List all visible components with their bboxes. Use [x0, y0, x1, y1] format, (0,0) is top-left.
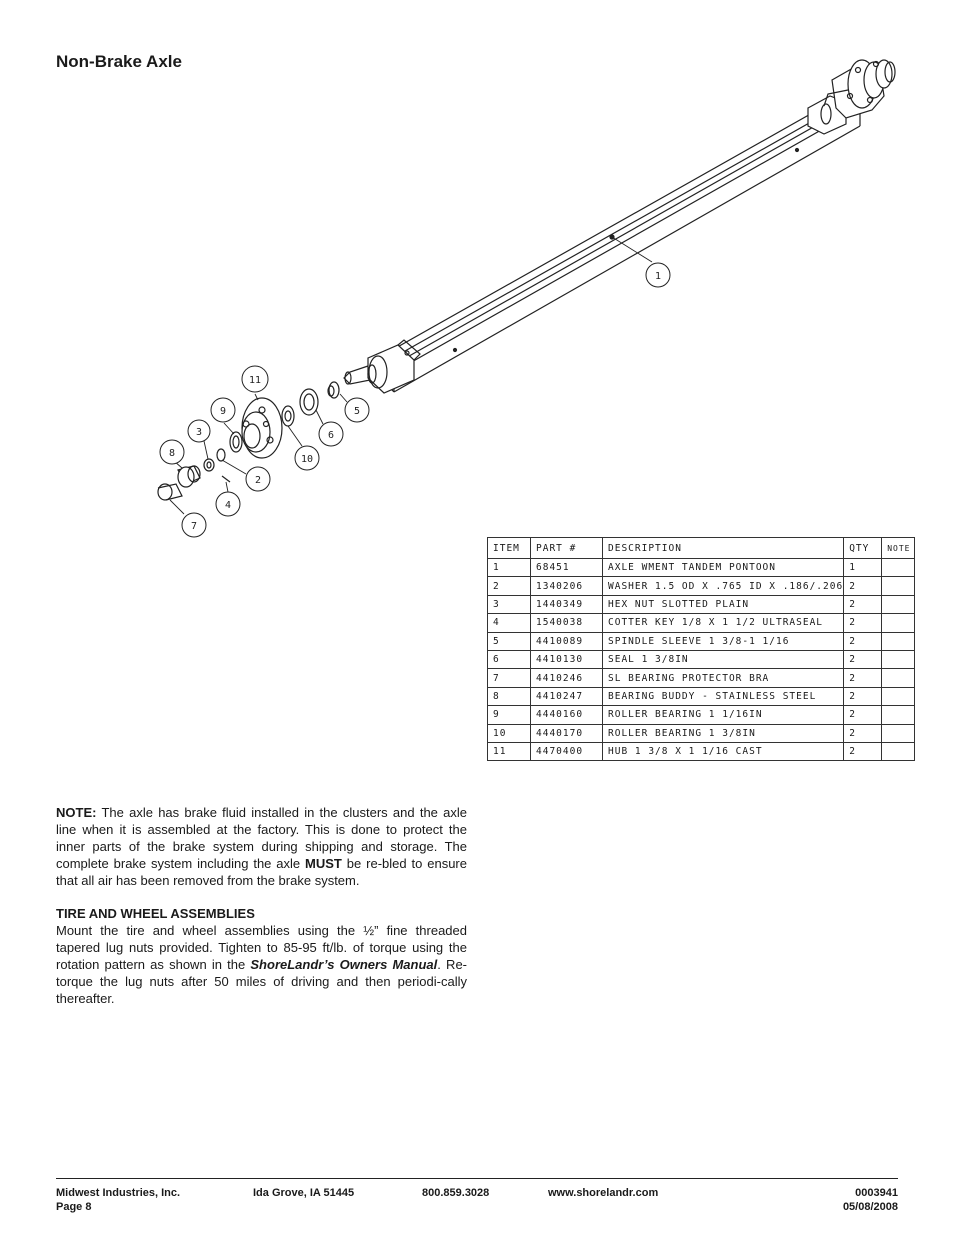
cell-qty: 2 — [844, 650, 882, 668]
cell-item: 7 — [488, 669, 531, 687]
cell-item: 1 — [488, 559, 531, 577]
cell-item: 6 — [488, 650, 531, 668]
cell-note — [882, 595, 915, 613]
cell-note — [882, 687, 915, 705]
right-hub — [808, 60, 895, 134]
footer-doc-number: 0003941 — [855, 1187, 898, 1199]
cell-part-number: 4410089 — [531, 632, 603, 650]
cell-qty: 2 — [844, 632, 882, 650]
cell-item: 2 — [488, 577, 531, 595]
table-row — [488, 687, 915, 705]
owners-manual-title: ShoreLandr’s Owners Manual — [250, 957, 438, 972]
footer-page-number: Page 8 — [56, 1201, 92, 1213]
cell-description: ROLLER BEARING 1 1/16IN — [603, 706, 844, 724]
cell-description: COTTER KEY 1/8 X 1 1/2 ULTRASEAL — [603, 614, 844, 632]
table-row — [488, 650, 915, 668]
footer-phone: 800.859.3028 — [422, 1187, 490, 1199]
tire-wheel-heading: TIRE AND WHEEL ASSEMBLIES — [56, 906, 255, 921]
cell-description: BEARING BUDDY - STAINLESS STEEL — [603, 687, 844, 705]
table-row — [488, 669, 915, 687]
tire-text-1: Mount the tire and wheel assemblies using the ½” fine threaded tapered lug nuts provided. Tighten to 85-95 ft/lb. of torque using the rotation pattern as shown in the — [56, 923, 467, 972]
callouts — [160, 263, 670, 537]
note-emphasis: MUST — [305, 856, 342, 871]
cell-item: 9 — [488, 706, 531, 724]
header-item: ITEM — [488, 538, 531, 559]
note-text-1: The axle has brake fluid installed in the clusters and the axle line when it is assembled at the factory. This is done to protect the inner parts of the brake system during shipping and storage. The complete brake system including the axle — [56, 805, 467, 871]
cell-item: 4 — [488, 614, 531, 632]
header-note: NOTE — [882, 538, 915, 559]
callout-label-9: 9 — [219, 406, 227, 417]
header-part-number: PART # — [531, 538, 603, 559]
table-row — [488, 577, 915, 595]
cell-description: SL BEARING PROTECTOR BRA — [603, 669, 844, 687]
cell-note — [882, 742, 915, 760]
table-row — [488, 632, 915, 650]
cell-note — [882, 650, 915, 668]
tire-text-2: . Re-torque the lug nuts after 50 miles of driving and then periodi-cally thereafter. — [56, 957, 468, 1006]
callout-label-10: 10 — [300, 454, 314, 465]
cell-part-number: 1440349 — [531, 595, 603, 613]
cell-description: WASHER 1.5 OD X .765 ID X .186/.206 — [603, 577, 844, 595]
callout-label-4: 4 — [224, 500, 232, 511]
table-row — [488, 595, 915, 613]
callout-label-5: 5 — [353, 406, 361, 417]
axle-beam — [378, 94, 860, 392]
cell-note — [882, 559, 915, 577]
tire-wheel-section — [56, 905, 467, 1007]
cell-description: AXLE WMENT TANDEM PONTOON — [603, 559, 844, 577]
cell-note — [882, 577, 915, 595]
header-qty: QTY — [844, 538, 882, 559]
cell-item: 8 — [488, 687, 531, 705]
cell-part-number: 1340206 — [531, 577, 603, 595]
cell-item: 5 — [488, 632, 531, 650]
cell-note — [882, 669, 915, 687]
footer-date: 05/08/2008 — [842, 1201, 898, 1213]
cell-item: 10 — [488, 724, 531, 742]
cell-part-number: 4410246 — [531, 669, 603, 687]
callout-label-1: 1 — [654, 271, 662, 282]
cell-part-number: 4440170 — [531, 724, 603, 742]
tire-wheel-text — [56, 922, 467, 1007]
cell-description: HEX NUT SLOTTED PLAIN — [603, 595, 844, 613]
cell-description: SEAL 1 3/8IN — [603, 650, 844, 668]
footer-company-block — [56, 1186, 180, 1214]
footer-company: Midwest Industries, Inc. — [56, 1187, 181, 1199]
cell-item: 11 — [488, 742, 531, 760]
cell-description: ROLLER BEARING 1 3/8IN — [603, 724, 844, 742]
cell-qty: 2 — [844, 577, 882, 595]
header-description: DESCRIPTION — [603, 538, 844, 559]
callout-label-7: 7 — [190, 521, 198, 532]
cell-qty: 2 — [844, 595, 882, 613]
callout-label-11: 11 — [248, 375, 262, 386]
cell-item: 3 — [488, 595, 531, 613]
note-text-2: be re-bled to ensure that all air has been removed from the brake system. — [56, 856, 467, 888]
callout-labels — [169, 271, 661, 532]
cell-description: SPINDLE SLEEVE 1 3/8-1 1/16 — [603, 632, 844, 650]
parts-table-header-row — [488, 538, 915, 559]
cell-qty: 2 — [844, 724, 882, 742]
table-row — [488, 559, 915, 577]
cell-part-number: 4410247 — [531, 687, 603, 705]
table-row — [488, 742, 915, 760]
cell-note — [882, 632, 915, 650]
callout-label-6: 6 — [327, 430, 335, 441]
footer-location: Ida Grove, IA 51445 — [253, 1187, 355, 1199]
page-title: Non-Brake Axle — [56, 52, 182, 71]
cell-part-number: 4470400 — [531, 742, 603, 760]
axle-exploded-diagram — [0, 0, 954, 560]
cell-qty: 2 — [844, 742, 882, 760]
cell-qty: 2 — [844, 687, 882, 705]
cell-part-number: 68451 — [531, 559, 603, 577]
cell-note — [882, 706, 915, 724]
callout-label-2: 2 — [254, 475, 262, 486]
cell-note — [882, 614, 915, 632]
cell-note — [882, 724, 915, 742]
table-row — [488, 614, 915, 632]
cell-qty: 2 — [844, 614, 882, 632]
callout-label-3: 3 — [195, 427, 203, 438]
cell-part-number: 4440160 — [531, 706, 603, 724]
cell-description: HUB 1 3/8 X 1 1/16 CAST — [603, 742, 844, 760]
brake-fluid-note — [56, 804, 467, 889]
table-row — [488, 706, 915, 724]
cell-qty: 1 — [844, 559, 882, 577]
cell-part-number: 4410130 — [531, 650, 603, 668]
footer-website: www.shorelandr.com — [548, 1187, 659, 1199]
footer-divider — [56, 1178, 898, 1179]
cell-part-number: 1540038 — [531, 614, 603, 632]
callout-label-8: 8 — [168, 448, 176, 459]
parts-table — [487, 537, 915, 761]
note-label: NOTE: — [56, 805, 97, 820]
cell-qty: 2 — [844, 706, 882, 724]
footer-doc-block — [843, 1186, 898, 1214]
cell-qty: 2 — [844, 669, 882, 687]
table-row — [488, 724, 915, 742]
parts-table-body — [488, 559, 915, 761]
